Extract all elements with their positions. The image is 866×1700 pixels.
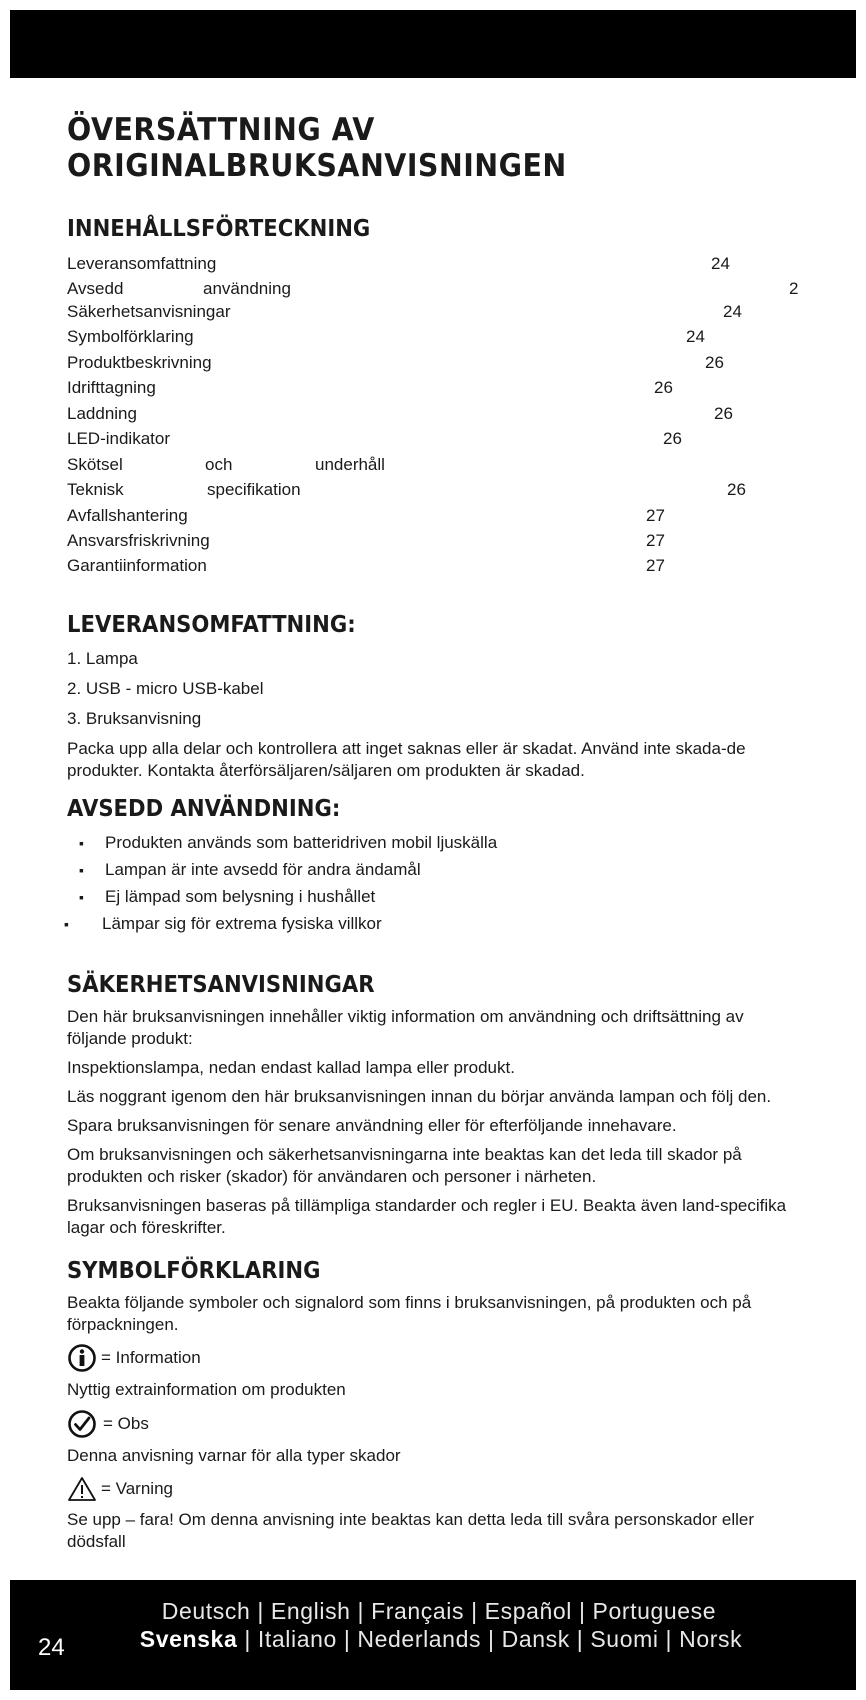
language-list-line-1[interactable]: Deutsch | English | Français | Español | Portuguese	[161, 1598, 717, 1624]
safety-paragraph: Bruksanvisningen baseras på tillämpliga standarder och regler i EU. Beakta även land-specifika lagar och föreskrifter.	[67, 1196, 787, 1237]
intended-use-heading: AVSEDD ANVÄNDNING:	[67, 796, 341, 822]
toc-entry[interactable]: LED-indikator 26	[67, 429, 682, 448]
safety-paragraph: Om bruksanvisningen och säkerhetsanvisningarna inte beaktas kan det leda till skador på produkten och risker (skador) för användaren och personer i närheten.	[67, 1145, 742, 1186]
safety-paragraph: Spara bruksanvisningen för senare användning eller för efterföljande innehavare.	[67, 1116, 677, 1135]
toc-entry[interactable]: Säkerhetsanvisningar 24	[67, 302, 742, 321]
toc-entry[interactable]: Laddning 26	[67, 404, 733, 423]
delivery-heading: LEVERANSOMFATTNING:	[67, 612, 356, 638]
page-title: ÖVERSÄTTNING AV ORIGINALBRUKSANVISNINGEN	[67, 112, 567, 184]
warning-label: = Varning	[101, 1479, 173, 1498]
toc-entry[interactable]: Symbolförklaring 24	[67, 327, 705, 346]
info-icon	[67, 1343, 97, 1373]
delivery-list	[67, 648, 807, 730]
safety-paragraph: Den här bruksanvisningen innehåller viktig information om användning och driftsättning av följande produkt:	[67, 1007, 744, 1048]
info-description: Nyttig extrainformation om produkten	[67, 1380, 346, 1399]
warning-symbol-row	[67, 1475, 807, 1503]
safety-paragraph: Läs noggrant igenom den här bruksanvisningen innan du börjar använda lampan och följ den.	[67, 1087, 772, 1106]
safety-heading: SÄKERHETSANVISNINGAR	[67, 972, 375, 998]
footer-bar	[10, 1580, 856, 1690]
intended-use-list	[67, 832, 807, 935]
language-list-line-2[interactable]	[18, 1626, 864, 1653]
list-item: 3. Bruksanvisning	[67, 709, 202, 728]
check-icon	[67, 1409, 97, 1439]
toc-entry[interactable]: Idrifttagning 26	[67, 378, 673, 397]
list-item: 2. USB - micro USB-kabel	[67, 679, 264, 698]
info-label: = Information	[101, 1348, 201, 1367]
safety-paragraph: Inspektionslampa, nedan endast kallad lampa eller produkt.	[67, 1058, 515, 1077]
header-bar	[10, 10, 856, 78]
toc-entry[interactable]: Garantiinformation 27	[67, 556, 665, 575]
toc-entry[interactable]: Produktbeskrivning 26	[67, 353, 724, 372]
symbols-intro: Beakta följande symboler och signalord som finns i bruksanvisningen, på produkten och på förpackningen.	[67, 1293, 752, 1334]
toc-entry[interactable]: Teknisk specifikation 26	[67, 480, 746, 499]
current-language: Svenska	[139, 1626, 238, 1652]
list-item: ▪ Ej lämpad som belysning i hushållet	[67, 886, 807, 908]
toc-entry[interactable]: Leveransomfattning 24	[67, 254, 730, 273]
obs-description: Denna anvisning varnar för alla typer skador	[67, 1446, 401, 1465]
toc-entry[interactable]: Avsedd användning 2	[67, 279, 799, 298]
list-item: ▪ Lämpar sig för extrema fysiska villkor	[64, 913, 807, 935]
toc-entry[interactable]: Ansvarsfriskrivning 27	[67, 531, 665, 550]
obs-symbol-row	[67, 1409, 807, 1439]
table-of-contents	[67, 254, 807, 610]
list-item: ▪ Produkten används som batteridriven mobil ljuskälla	[67, 832, 807, 854]
warning-description: Se upp – fara! Om denna anvisning inte beaktas kan detta leda till svåra personskador eller dödsfall	[67, 1510, 755, 1551]
info-symbol-row	[67, 1343, 807, 1373]
list-item: 1. Lampa	[67, 649, 138, 668]
toc-heading: INNEHÅLLSFÖRTECKNING	[67, 216, 371, 242]
warning-icon	[67, 1475, 97, 1503]
toc-entry[interactable]: Skötsel och underhåll	[67, 455, 385, 474]
toc-entry[interactable]: Avfallshantering 27	[67, 506, 665, 525]
page-content	[67, 112, 807, 1560]
symbols-heading: SYMBOLFÖRKLARING	[67, 1258, 321, 1284]
page-number: 24	[38, 1634, 65, 1661]
list-item: ▪ Lampan är inte avsedd för andra ändamål	[67, 859, 807, 881]
obs-label: = Obs	[103, 1414, 149, 1433]
delivery-note: Packa upp alla delar och kontrollera att inget saknas eller är skadat. Använd inte skada-de produkter. Kontakta återförsäljaren/säljaren om produkten är skadad.	[67, 739, 746, 780]
language-list-rest: | Italiano | Nederlands | Dansk | Suomi | Norsk	[237, 1626, 743, 1652]
